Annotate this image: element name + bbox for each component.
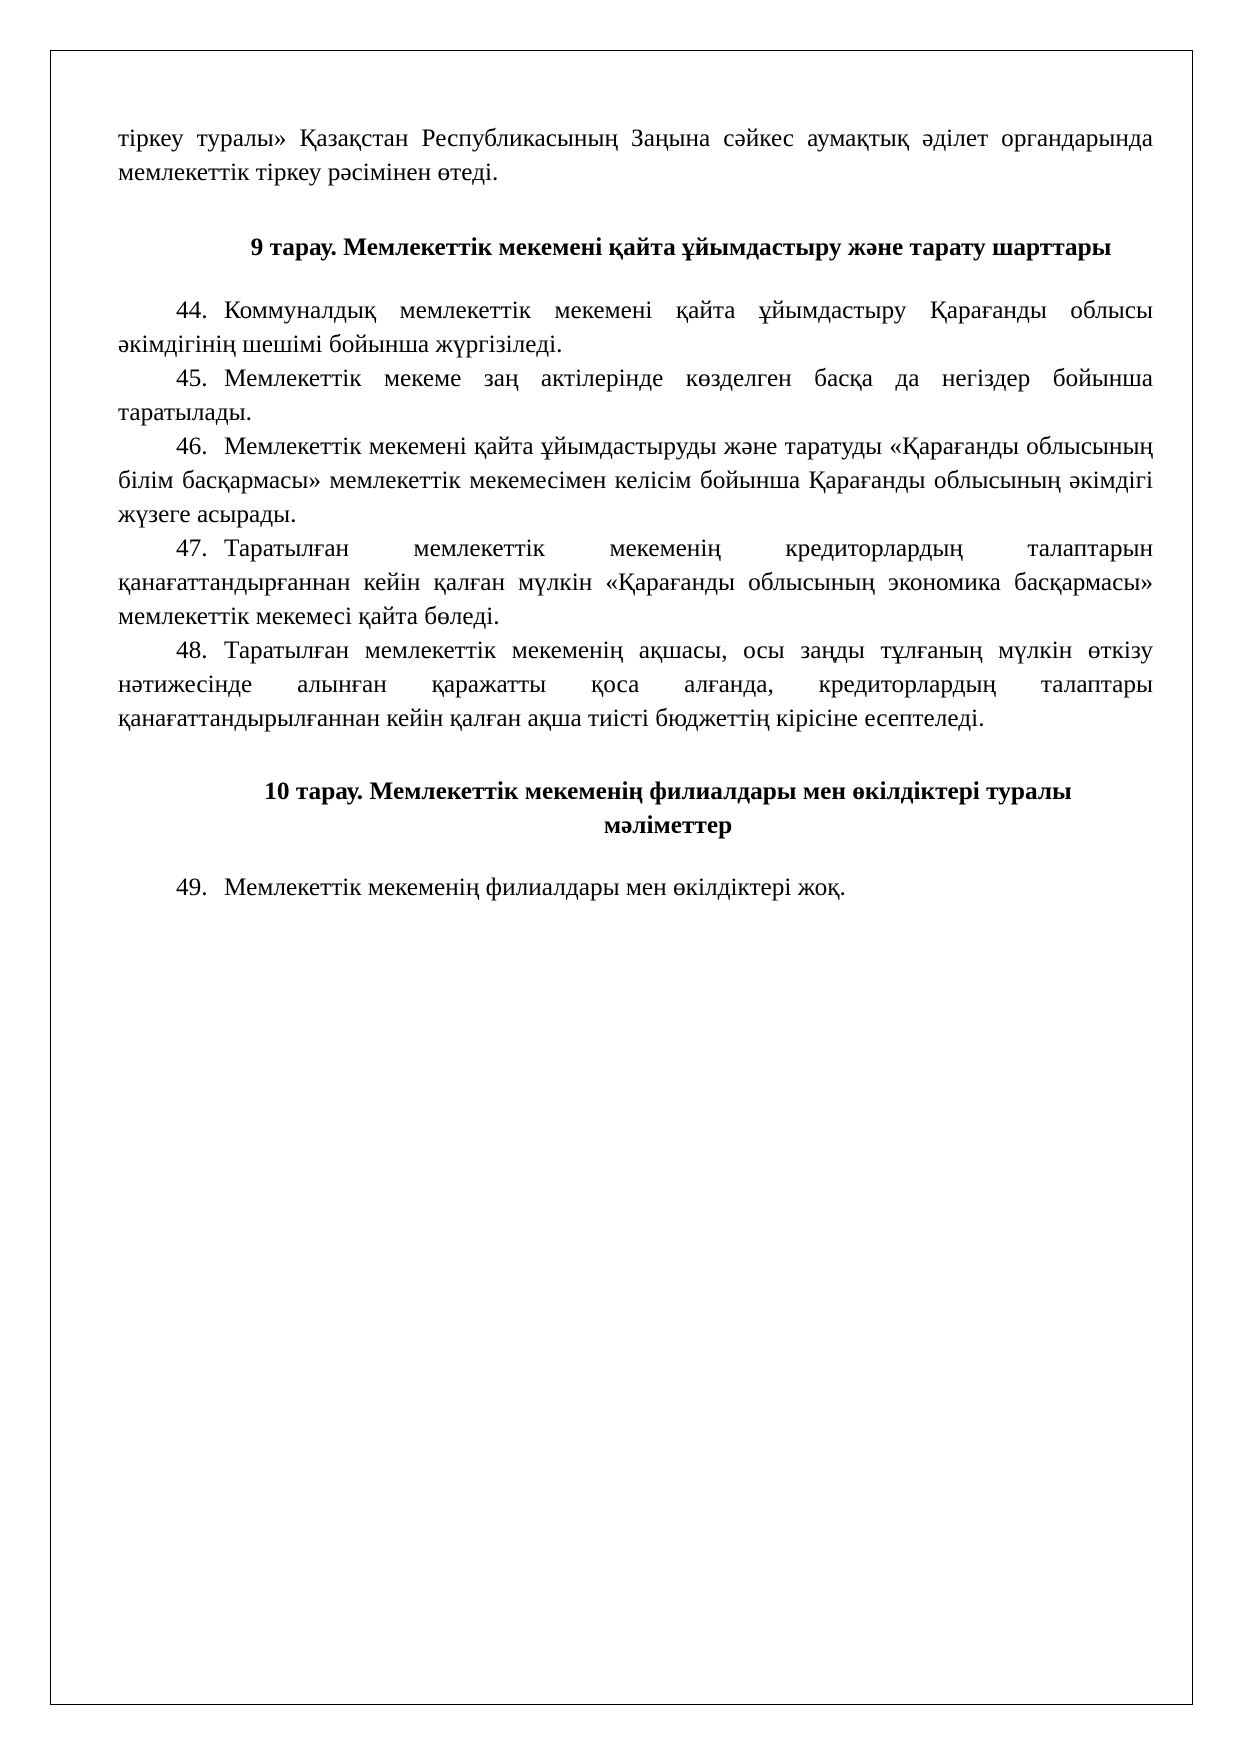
paragraph-47 xyxy=(118,531,1153,633)
intro-paragraph: тіркеу туралы» Қазақстан Республикасының Заңына сәйкес аумақтық әділет органдарында мемлекеттік тіркеу рәсімінен өтеді. xyxy=(118,124,1153,186)
paragraph-number: 44. xyxy=(176,296,208,324)
paragraph-number: 47. xyxy=(176,534,208,562)
paragraph-44 xyxy=(118,293,1153,361)
paragraph-text: Коммуналдық мемлекеттік мекемені қайта ұйымдастыру Қарағанды облысы әкімдігінің шешімі бойынша жүргізіледі. xyxy=(118,296,1153,358)
paragraph-number: 45. xyxy=(176,364,208,392)
paragraph-text: Мемлекеттік мекеме заң актілерінде көзделген басқа да негіздер бойынша таратылады. xyxy=(118,364,1153,426)
paragraph-46 xyxy=(118,429,1153,531)
chapter-10-heading: 10 тарау. Мемлекеттік мекеменің филиалдары мен өкілдіктері туралы мәліметтер xyxy=(264,777,1072,839)
paragraph-number: 49. xyxy=(176,873,208,901)
paragraph-text: Таратылған мемлекеттік мекеменің ақшасы, осы заңды тұлғаның мүлкін өткізу нәтижесінде алынған қаражатты қоса алғанда, кредиторлардың талаптары қанағаттандырылғаннан кейін қалған ақша тиісті бюджеттің кірісіне есептеледі. xyxy=(118,636,1153,732)
paragraph-45 xyxy=(118,361,1153,429)
paragraph-text: Мемлекеттік мекеменің филиалдары мен өкілдіктері жоқ. xyxy=(224,873,846,901)
paragraph-number: 46. xyxy=(176,432,208,460)
paragraph-48 xyxy=(118,633,1153,735)
paragraph-49 xyxy=(118,870,1153,904)
document-body xyxy=(118,121,1153,904)
paragraph-text: Мемлекеттік мекемені қайта ұйымдастыруды және таратуды «Қарағанды облысының білім басқармасы» мемлекеттік мекемесімен келісім бойынша Қарағанды облысының әкімдігі жүзеге асырады. xyxy=(118,432,1153,528)
chapter-9-heading: 9 тарау. Мемлекеттік мекемені қайта ұйымдастыру және тарату шарттары xyxy=(250,233,1112,261)
paragraph-number: 48. xyxy=(176,636,208,664)
paragraph-text: Таратылған мемлекеттік мекеменің кредиторлардың талаптарын қанағаттандырғаннан кейін қалған мүлкін «Қарағанды облысының экономика басқармасы» мемлекеттік мекемесі қайта бөледі. xyxy=(118,534,1153,630)
